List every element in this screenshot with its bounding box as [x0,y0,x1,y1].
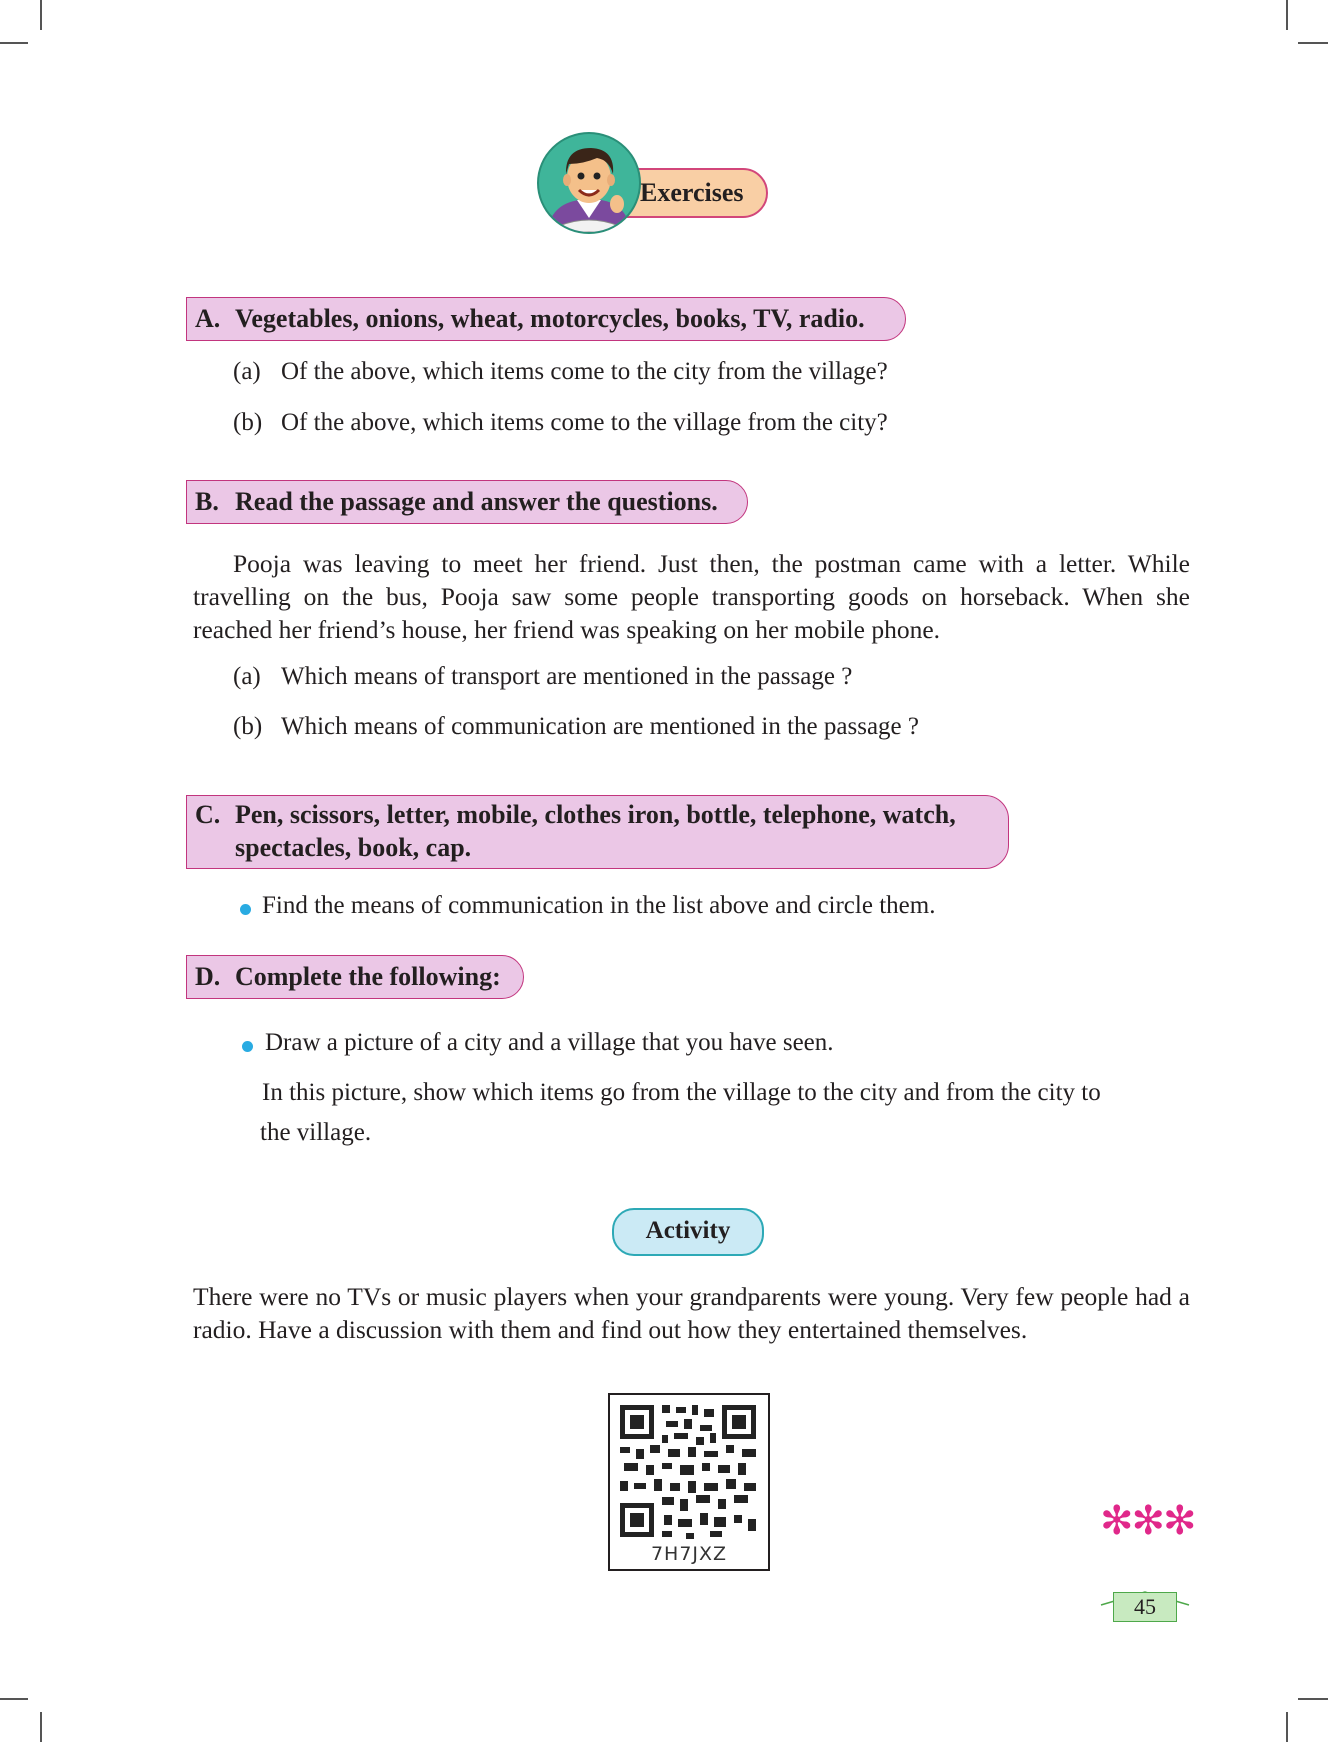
crop-mark [0,42,28,44]
question-b-b [233,713,919,741]
section-letter: D. [195,962,221,991]
section-d-heading [186,955,524,999]
question-a-b [233,409,888,437]
crop-mark [1298,1698,1328,1700]
section-d-line-1: In this picture, show which items go from the village to the city and from the city to [262,1079,1101,1106]
crop-mark [1286,1712,1288,1742]
stars-decoration: ✻✻✻ [1100,1498,1195,1544]
section-letter: A. [195,304,221,333]
page-number: 45 [1113,1592,1177,1622]
activity-title: Activity [612,1208,764,1256]
question-number: (a) [233,358,261,385]
question-b-a [233,663,852,691]
passage: Pooja was leaving to meet her friend. Just then, the postman came with a letter. While travelling on the bus, Pooja saw some people transporting goods on horseback. When she reached her friend’s house, her friend was speaking on her mobile phone. [193,549,1190,644]
section-a-heading [186,297,906,341]
boy-illustration [537,132,641,234]
qr-code-label: 7H7JXZ [650,1543,728,1565]
section-c-line-1 [195,798,996,831]
crop-mark [40,1712,42,1742]
question-number: (a) [233,663,261,690]
question-text: Of the above, which items come to the city from the village? [281,358,888,385]
section-letter: C. [195,800,221,829]
activity-text: There were no TVs or music players when your grandparents were young. Very few people had a radio. Have a discussion with them and find out how they entertained themselves. [193,1282,1190,1344]
section-letter: B. [195,487,219,516]
crop-mark [1298,42,1328,44]
question-a-a [233,358,888,386]
crop-mark [1286,0,1288,30]
section-c-instruction: Find the means of communication in the list above and circle them. [262,892,936,919]
question-number: (b) [233,409,263,436]
section-d-instruction: Draw a picture of a city and a village that you have seen. [265,1029,834,1056]
question-text: Of the above, which items come to the village from the city? [281,409,888,436]
section-b-heading [186,480,748,524]
section-d-text: Complete the following: [235,962,501,991]
section-b-text: Read the passage and answer the questions. [235,487,718,516]
section-c-line-2: spectacles, book, cap. [235,833,472,862]
bullet-dot [242,1041,253,1052]
exercises-title: Exercises [600,168,768,218]
section-d-line-2: the village. [260,1119,372,1146]
crop-mark [40,0,42,30]
question-text: Which means of transport are mentioned in the passage ? [281,663,853,690]
section-c-text-1: Pen, scissors, letter, mobile, clothes iron, bottle, telephone, watch, [235,800,956,829]
section-c-heading [186,795,1009,869]
bullet-dot [240,904,251,915]
question-text: Which means of communication are mentioned in the passage ? [281,713,919,740]
question-number: (b) [233,713,263,740]
crop-mark [0,1698,28,1700]
section-a-text: Vegetables, onions, wheat, motorcycles, books, TV, radio. [235,304,865,333]
